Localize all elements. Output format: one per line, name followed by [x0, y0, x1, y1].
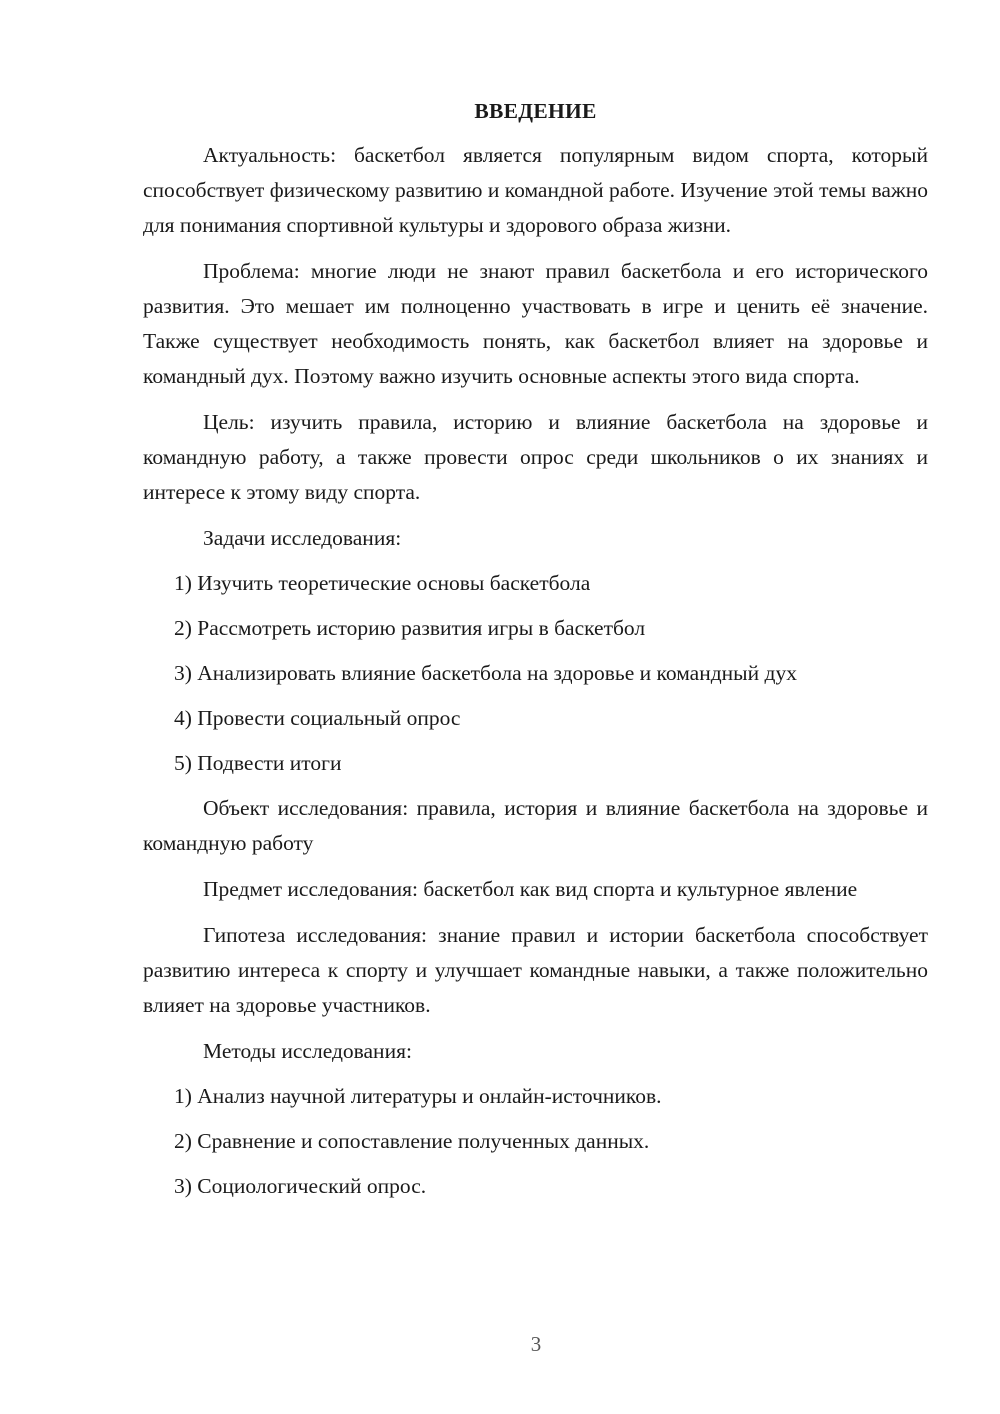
goal-paragraph: Цель: изучить правила, историю и влияние баскетбола на здоровье и командную работу, а также провести опрос среди школьников о их знаниях и интересе к этому виду спорта. [143, 410, 928, 504]
hypothesis-paragraph: Гипотеза исследования: знание правил и истории баскетбола способствует развитию интереса к спорту и улучшает командные навыки, а также положительно влияет на здоровье участников. [143, 923, 928, 1017]
method-item: 2) Сравнение и сопоставление полученных данных. [174, 1129, 650, 1153]
problem-paragraph: Проблема: многие люди не знают правил баскетбола и его исторического развития. Это мешает им полноценно участвовать в игре и ценить её значение. Также существует необходимость понять, как баскетбол влияет на здоровье и командный дух. Поэтому важно изучить основные аспекты этого вида спорта. [143, 259, 928, 388]
task-item: 5) Подвести итоги [174, 751, 342, 775]
method-item: 1) Анализ научной литературы и онлайн-источников. [174, 1084, 662, 1108]
task-item: 2) Рассмотреть историю развития игры в баскетбол [174, 616, 646, 640]
methods-list [143, 1079, 928, 1204]
method-item: 3) Социологический опрос. [174, 1174, 427, 1198]
document-page [143, 96, 928, 1214]
tasks-heading: Задачи исследования: [203, 526, 402, 550]
task-item: 4) Провести социальный опрос [174, 706, 461, 730]
tasks-list [143, 566, 928, 781]
object-paragraph: Объект исследования: правила, история и влияние баскетбола на здоровье и командную работу [143, 796, 928, 855]
relevance-paragraph: Актуальность: баскетбол является популярным видом спорта, который способствует физическому развитию и командной работе. Изучение этой темы важно для понимания спортивной культуры и здорового образа жизни. [143, 143, 928, 237]
page-number: 3 [530, 1332, 542, 1356]
task-item: 3) Анализировать влияние баскетбола на здоровье и командный дух [174, 661, 797, 685]
subject-paragraph: Предмет исследования: баскетбол как вид спорта и культурное явление [203, 877, 858, 901]
methods-heading: Методы исследования: [203, 1039, 412, 1063]
section-title: ВВЕДЕНИЕ [474, 99, 597, 123]
task-item: 1) Изучить теоретические основы баскетбола [174, 571, 591, 595]
